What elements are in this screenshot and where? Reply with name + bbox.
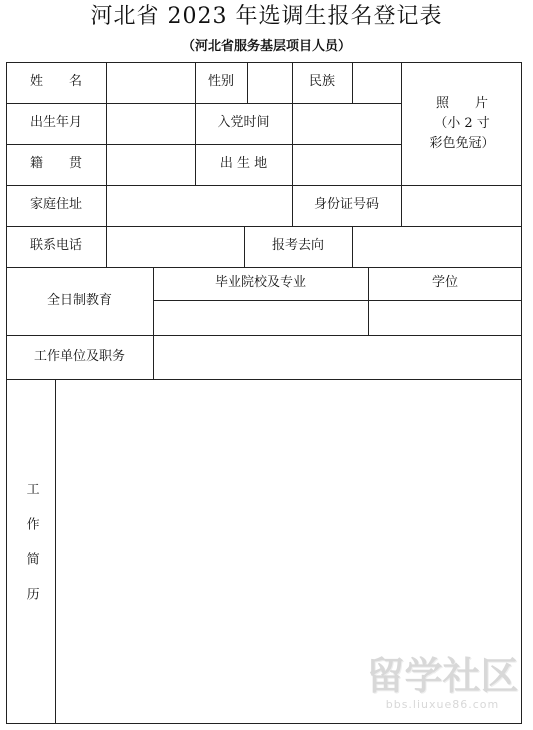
phone-label: 联系电话 [29, 238, 82, 254]
photo-color-note: 彩色免冠） [429, 136, 495, 152]
work-resume-label-text: 工作简历 [23, 481, 39, 622]
name-field[interactable] [107, 63, 195, 103]
form-subtitle: （河北省服务基层项目人员） [181, 39, 351, 54]
gender-field[interactable] [248, 63, 292, 103]
school-major-label: 毕业院校及专业 [214, 275, 306, 291]
native-place-field[interactable] [107, 145, 195, 185]
fulltime-education-label: 全日制教育 [46, 292, 112, 308]
photo-box[interactable] [402, 63, 522, 185]
work-resume-label [6, 379, 55, 724]
gender-label: 性别 [207, 74, 234, 90]
birthplace-label: 出 生 地 [219, 156, 268, 172]
home-address-label: 家庭住址 [29, 197, 82, 213]
home-address-field[interactable] [107, 186, 292, 226]
form-title: 河北省 2023 年选调生报名登记表 [90, 4, 443, 29]
school-major-field[interactable] [154, 301, 368, 335]
application-destination-field[interactable] [353, 227, 522, 267]
birth-date-label: 出生年月 [29, 115, 82, 131]
birthplace-field[interactable] [293, 145, 401, 185]
birth-date-field[interactable] [107, 104, 195, 144]
site-watermark [360, 655, 525, 725]
party-join-date-label: 入党时间 [217, 115, 270, 131]
watermark-logo-text: 留学社区 [366, 654, 519, 698]
ethnicity-label: 民族 [308, 74, 335, 90]
id-number-field[interactable] [402, 186, 522, 226]
id-number-label: 身份证号码 [313, 197, 379, 213]
photo-label: 照 片 [435, 95, 488, 111]
ethnicity-field[interactable] [353, 63, 401, 103]
phone-field[interactable] [107, 227, 244, 267]
name-label: 姓 名 [29, 74, 82, 90]
photo-size-note: （小 2 寸 [434, 115, 490, 131]
party-join-date-field[interactable] [293, 104, 401, 144]
degree-label: 学位 [431, 275, 458, 291]
application-destination-label: 报考去向 [271, 238, 324, 254]
work-unit-position-field[interactable] [154, 336, 522, 379]
native-place-label: 籍 贯 [29, 156, 82, 172]
watermark-url: bbs.liuxue86.com [385, 698, 500, 711]
work-unit-position-label: 工作单位及职务 [33, 348, 125, 364]
degree-field[interactable] [369, 301, 522, 335]
